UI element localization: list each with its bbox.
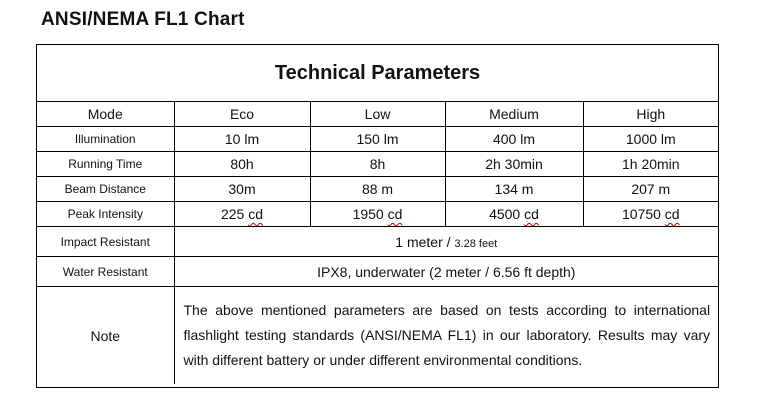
table-row-illumination	[37, 127, 718, 152]
table-cell: 134 m	[445, 177, 583, 202]
table-cell	[174, 202, 310, 227]
table-title: Technical Parameters	[37, 45, 718, 102]
table-cell: 1000 lm	[583, 127, 718, 152]
table-cell	[445, 202, 583, 227]
row-label: Impact Resistant	[37, 227, 174, 257]
header-mode-low: Low	[310, 102, 445, 127]
table-cell: 8h	[310, 152, 445, 177]
cell-unit: cd	[248, 206, 264, 222]
table-cell	[174, 227, 718, 257]
cell-unit: cd	[524, 206, 539, 222]
table-cell: 1h 20min	[583, 152, 718, 177]
cell-unit: cd	[664, 206, 680, 222]
table-cell: 30m	[174, 177, 310, 202]
cell-number: 10750	[621, 206, 661, 222]
table-cell: 400 lm	[445, 127, 583, 152]
row-label: Illumination	[37, 127, 174, 152]
table-row-beam-distance	[37, 177, 718, 202]
note-text: The above mentioned parameters are based on tests according to international flashlight testing standards (ANSI/NEMA FL1) in our laboratory. Results may vary with different battery or under different environmental conditions.	[174, 287, 718, 385]
table-row-peak-intensity	[37, 202, 718, 227]
table-cell: 150 lm	[310, 127, 445, 152]
table-cell: 207 m	[583, 177, 718, 202]
header-mode-label: Mode	[37, 102, 174, 127]
table-row-note	[37, 287, 718, 385]
impact-value-feet: 3.28 feet	[454, 237, 498, 250]
table-cell	[310, 202, 445, 227]
header-row	[37, 102, 718, 127]
table-cell: IPX8, underwater (2 meter / 6.56 ft depth)	[174, 257, 718, 287]
technical-parameters-table	[37, 45, 718, 384]
cell-number: 4500	[489, 206, 521, 222]
table-row-impact-resistant	[37, 227, 718, 257]
page-title: ANSI/NEMA FL1 Chart	[41, 9, 245, 30]
cell-number: 1950	[352, 206, 384, 222]
table-cell: 88 m	[310, 177, 445, 202]
header-mode-medium: Medium	[445, 102, 583, 127]
table-cell: 10 lm	[174, 127, 310, 152]
table-cell: 80h	[174, 152, 310, 177]
technical-parameters-table-frame	[36, 44, 719, 388]
row-label: Note	[37, 287, 174, 385]
header-mode-high: High	[583, 102, 718, 127]
header-mode-eco: Eco	[174, 102, 310, 127]
impact-value: 1 meter /	[395, 233, 455, 250]
table-cell: 2h 30min	[445, 152, 583, 177]
row-label: Water Resistant	[37, 257, 174, 287]
table-cell	[583, 202, 718, 227]
table-row-water-resistant	[37, 257, 718, 287]
cell-unit: cd	[387, 206, 403, 222]
table-row-running-time	[37, 152, 718, 177]
row-label: Beam Distance	[37, 177, 174, 202]
row-label: Peak Intensity	[37, 202, 174, 227]
row-label: Running Time	[37, 152, 174, 177]
cell-number: 225	[220, 206, 245, 222]
